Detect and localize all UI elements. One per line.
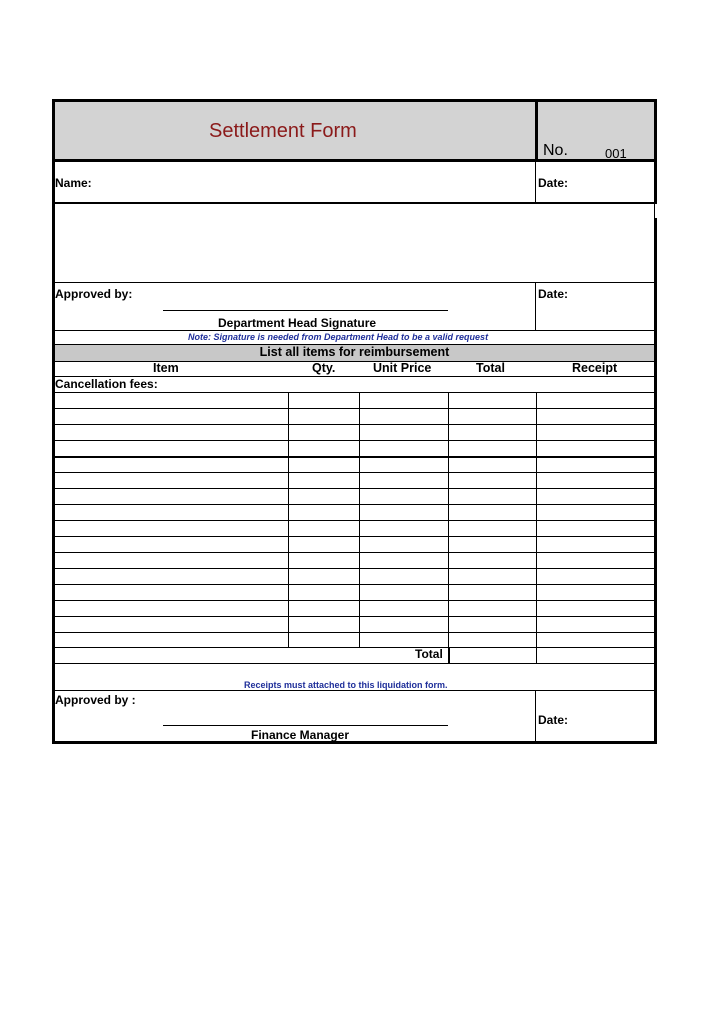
column-header-receipt: Receipt [572, 361, 618, 375]
finance-manager-caption: Finance Manager [251, 728, 350, 742]
column-header-qty: Qty. [312, 361, 336, 375]
total-cell[interactable] [449, 569, 536, 584]
receipt-cell[interactable] [537, 553, 653, 568]
item-cell[interactable] [55, 633, 288, 647]
total-cell[interactable] [449, 633, 536, 647]
divider [448, 647, 450, 663]
unit-price-cell[interactable] [360, 601, 448, 616]
approval-date-label: Date: [538, 287, 569, 301]
total-cell[interactable] [449, 473, 536, 488]
total-cell[interactable] [449, 425, 536, 440]
total-label: Total [415, 647, 443, 661]
receipt-cell[interactable] [537, 457, 653, 472]
unit-price-cell[interactable] [360, 473, 448, 488]
finance-approved-by-label: Approved by : [55, 693, 136, 707]
total-cell[interactable] [449, 377, 536, 392]
cancellation-fees-label: Cancellation fees: [55, 377, 158, 391]
total-cell[interactable] [449, 505, 536, 520]
item-cell[interactable] [55, 489, 288, 504]
divider [536, 647, 537, 663]
receipt-cell[interactable] [537, 601, 653, 616]
receipt-cell[interactable] [537, 569, 653, 584]
item-cell[interactable] [55, 393, 288, 408]
receipt-cell[interactable] [537, 505, 653, 520]
total-cell[interactable] [449, 617, 536, 632]
divider [55, 647, 654, 648]
item-cell[interactable] [55, 473, 288, 488]
date-label: Date: [538, 176, 569, 190]
divider [55, 282, 654, 283]
qty-cell[interactable] [289, 521, 359, 536]
column-header-total: Total [476, 361, 505, 375]
finance-signature-field[interactable] [163, 702, 448, 724]
qty-cell[interactable] [289, 633, 359, 647]
divider [535, 690, 536, 741]
approval-date-field[interactable] [577, 286, 651, 326]
divider [535, 162, 536, 202]
qty-cell[interactable] [289, 473, 359, 488]
item-cell[interactable] [55, 521, 288, 536]
qty-cell[interactable] [289, 601, 359, 616]
receipt-cell[interactable] [537, 537, 653, 552]
qty-cell[interactable] [289, 569, 359, 584]
divider [55, 663, 654, 664]
item-cell[interactable] [55, 569, 288, 584]
unit-price-cell[interactable] [360, 393, 448, 408]
item-cell[interactable] [55, 457, 288, 472]
unit-price-cell[interactable] [360, 553, 448, 568]
receipt-cell[interactable] [537, 473, 653, 488]
divider [55, 202, 654, 204]
signature-caption: Department Head Signature [218, 316, 377, 330]
unit-price-cell[interactable] [360, 377, 448, 392]
total-cell[interactable] [449, 409, 536, 424]
finance-date-label: Date: [538, 713, 569, 727]
receipts-note: Receipts must attached to this liquidation form. [244, 680, 448, 690]
unit-price-cell[interactable] [360, 585, 448, 600]
receipt-cell[interactable] [537, 377, 653, 392]
form-number-label: No. [543, 142, 568, 159]
item-cell[interactable] [55, 425, 288, 440]
qty-cell[interactable] [289, 585, 359, 600]
total-cell[interactable] [449, 601, 536, 616]
item-cell[interactable] [55, 505, 288, 520]
divider [535, 282, 536, 330]
qty-cell[interactable] [289, 457, 359, 472]
total-cell[interactable] [449, 537, 536, 552]
finance-signature-line [163, 725, 448, 726]
qty-cell[interactable] [289, 489, 359, 504]
column-header-unit-price: Unit Price [373, 361, 432, 375]
total-cell[interactable] [449, 441, 536, 456]
unit-price-cell[interactable] [360, 441, 448, 456]
receipt-cell[interactable] [537, 441, 653, 456]
description-area[interactable] [59, 212, 649, 278]
qty-cell[interactable] [289, 441, 359, 456]
divider [535, 102, 538, 159]
receipt-cell[interactable] [537, 489, 653, 504]
item-cell[interactable] [55, 409, 288, 424]
qty-cell[interactable] [289, 537, 359, 552]
unit-price-cell[interactable] [360, 537, 448, 552]
qty-cell[interactable] [289, 425, 359, 440]
unit-price-cell[interactable] [360, 633, 448, 647]
total-cell[interactable] [449, 521, 536, 536]
column-header-item: Item [153, 361, 179, 375]
unit-price-cell[interactable] [360, 409, 448, 424]
qty-cell[interactable] [289, 393, 359, 408]
grand-total-field[interactable] [451, 646, 534, 661]
unit-price-cell[interactable] [360, 457, 448, 472]
qty-cell[interactable] [289, 505, 359, 520]
unit-price-cell[interactable] [360, 617, 448, 632]
form-number-value: 001 [605, 146, 627, 161]
item-cell[interactable] [55, 585, 288, 600]
name-label: Name: [55, 176, 92, 190]
qty-cell[interactable] [289, 377, 359, 392]
mask-right-border [655, 204, 659, 218]
signature-note: Note: Signature is needed from Department Head to be a valid request [188, 332, 489, 342]
unit-price-cell[interactable] [360, 425, 448, 440]
qty-cell[interactable] [289, 553, 359, 568]
receipt-cell[interactable] [537, 633, 653, 647]
divider [55, 690, 654, 691]
total-cell[interactable] [449, 585, 536, 600]
item-cell[interactable] [55, 537, 288, 552]
total-cell[interactable] [449, 553, 536, 568]
total-cell[interactable] [449, 393, 536, 408]
unit-price-cell[interactable] [360, 489, 448, 504]
page-title: Settlement Form [209, 120, 357, 142]
receipt-cell[interactable] [537, 425, 653, 440]
receipt-cell[interactable] [537, 585, 653, 600]
department-signature-field[interactable] [163, 288, 448, 310]
qty-cell[interactable] [289, 617, 359, 632]
signature-line [163, 310, 448, 311]
approved-by-label: Approved by: [55, 287, 133, 301]
receipt-cell[interactable] [537, 617, 653, 632]
unit-price-cell[interactable] [360, 569, 448, 584]
item-cell[interactable] [55, 617, 288, 632]
unit-price-cell[interactable] [360, 521, 448, 536]
name-field[interactable] [95, 164, 531, 200]
date-field[interactable] [577, 164, 651, 200]
finance-date-field[interactable] [577, 702, 651, 732]
unit-price-cell[interactable] [360, 505, 448, 520]
item-cell[interactable] [55, 553, 288, 568]
total-cell[interactable] [449, 489, 536, 504]
section-title: List all items for reimbursement [259, 345, 450, 359]
receipt-cell[interactable] [537, 409, 653, 424]
divider [55, 330, 654, 331]
qty-cell[interactable] [289, 409, 359, 424]
settlement-form [52, 99, 657, 744]
item-cell[interactable] [55, 441, 288, 456]
receipt-cell[interactable] [537, 393, 653, 408]
item-cell[interactable] [55, 601, 288, 616]
receipt-cell[interactable] [537, 521, 653, 536]
total-cell[interactable] [449, 457, 536, 472]
